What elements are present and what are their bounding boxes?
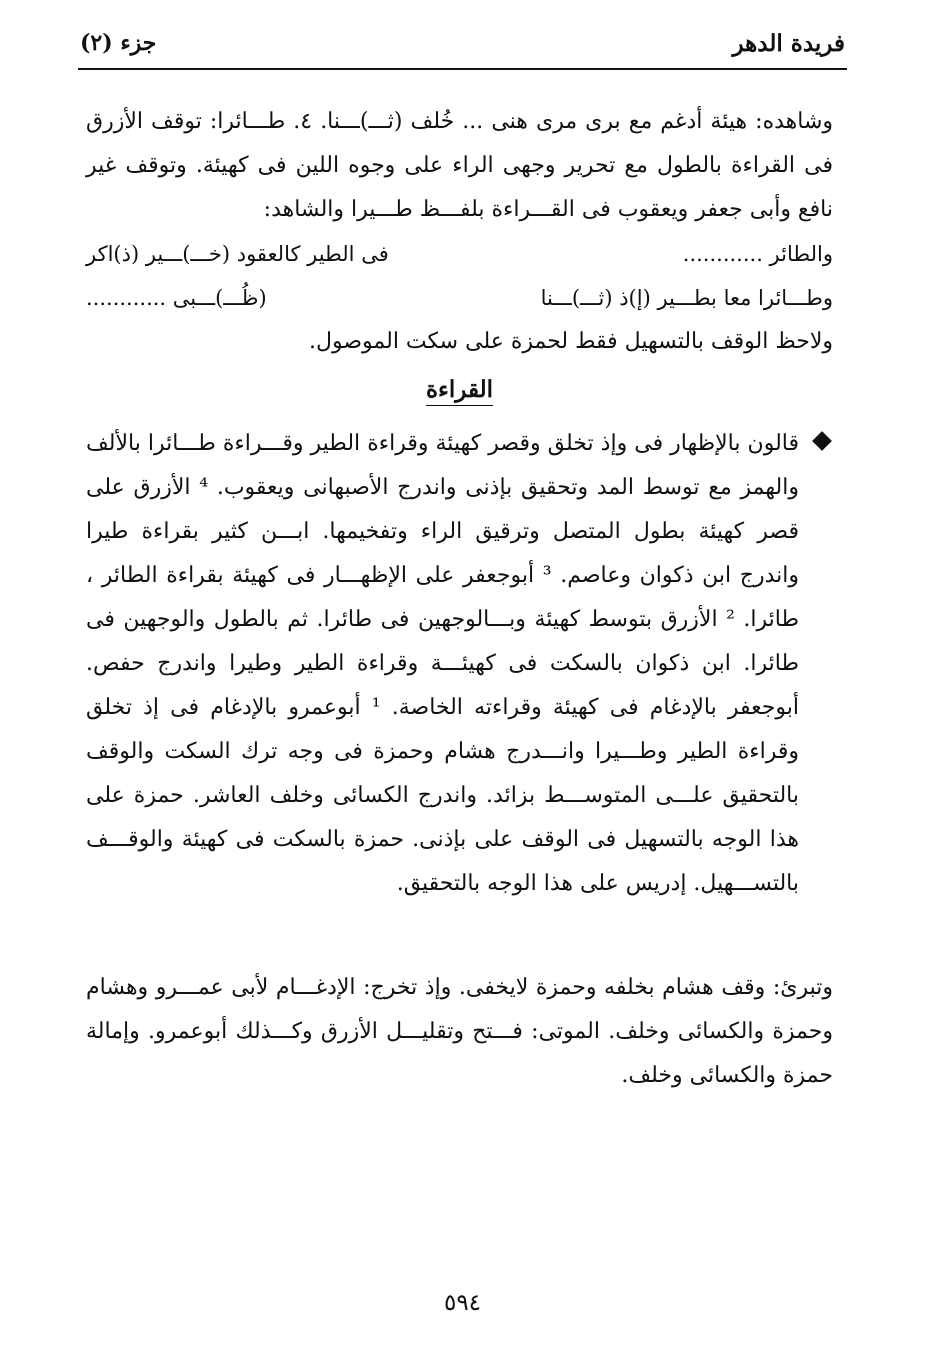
- verse-line-2-second-hemistich: (ظُـــ)ـــبى ............: [86, 286, 267, 310]
- note-paragraph: ولاحظ الوقف بالتسهيل فقط لحمزة على سكت الموصول.: [309, 329, 833, 354]
- verse-line-2-first-hemistich: وطـــائرا معا بطـــير (إ)ذ (ثـــ)ـــنا: [540, 286, 833, 310]
- diamond-bullet-icon: [812, 431, 832, 451]
- spacer: [86, 906, 833, 966]
- book-title: فريدة الدهر: [732, 30, 845, 57]
- part-label: جزء (٢): [80, 30, 157, 56]
- verse-line-1: [86, 232, 833, 276]
- reading-block: [86, 422, 833, 906]
- intro-paragraph: وشاهده: هيئة أدغم مع برى مرى هنى ... خُلف (ثـــ)ـــنا. ٤. طـــائرا: توقف الأزرق فى القراءة بالطول مع تحرير وجهى الراء على وجوه اللين فى كهيئة. وتوقف غير نافع وأبى جعفر ويعقوب فى القـــراءة بلفـــظ طـــيرا والشاهد:: [86, 109, 834, 222]
- page-content: [86, 100, 833, 1098]
- final-paragraph: وتبرئ: وقف هشام بخلفه وحمزة لايخفى. وإذ تخرج: الإدغـــام لأبى عمـــرو وهشام وحمزة والكسائى وخلف. الموتى: فـــتح وتقليـــل الأزرق وكـــذلك أبوعمرو. وإمالة حمزة والكسائى وخلف.: [86, 975, 833, 1088]
- main-paragraph: قالون بالإظهار فى وإذ تخلق وقصر كهيئة وقراءة الطير وقـــراءة طـــائرا بالألف والهمز مع توسط المد وتحقيق بإذنى واندرج الأصبهانى ويعقوب. ⁴ الأزرق على قصر كهيئة بطول المتصل وترقيق الراء وتفخيمها. ابـــن كثير بقراءة طيرا واندرج ابن ذكوان وعاصم. ³ أبوجعفر على الإظهـــار فى كهيئة بقراءة الطائر ، طائرا. ² الأزرق بتوسط كهيئة وبـــالوجهين فى طائرا. ثم بالطول والوجهين فى طائرا. ابن ذكوان بالسكت فى كهيئـــة وقراءة الطير وطيرا واندرج حفص. أبوجعفر بالإدغام فى كهيئة وقراءته الخاصة. ¹ أبوعمرو بالإدغام فى إذ تخلق وقراءة الطير وطـــيرا وانـــدرج هشام وحمزة فى وجه ترك السكت والوقف بالتحقيق علـــى المتوســـط بزائد. واندرج الكسائى وخلف العاشر. حمزة على هذا الوجه بالتسهيل فى الوقف على بإذنى. حمزة بالسكت فى كهيئة والوقـــف بالتســـهيل. إدريس على هذا الوجه بالتحقيق.: [86, 431, 799, 896]
- page-number: ٥٩٤: [443, 1290, 482, 1316]
- verse-line-1-second-hemistich: فى الطير كالعقود (خـــ)ـــير (ذ)اكر: [86, 242, 389, 266]
- verse-line-2: [86, 276, 833, 320]
- section-heading: [86, 368, 833, 412]
- page-header: [78, 28, 847, 70]
- section-heading-text: القراءة: [426, 376, 493, 406]
- verse-line-1-first-hemistich: والطائر ............: [682, 242, 833, 266]
